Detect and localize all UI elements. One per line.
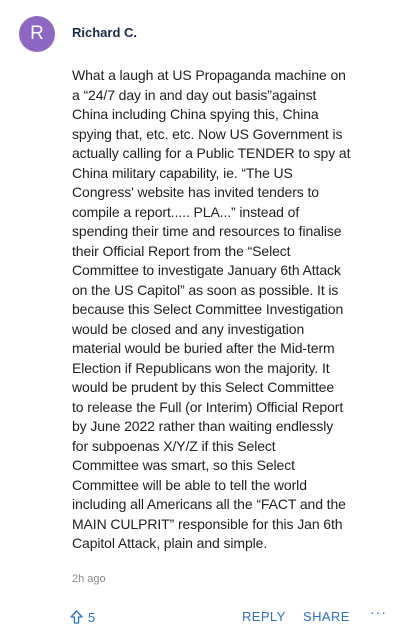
comment-text-line: China military capability, ie. “The US [72, 164, 293, 181]
comment-text-line: to release the Full (or Interim) Official Report [72, 398, 344, 415]
comment-actions [0, 606, 400, 628]
comment-text-line: China including China spying this, China [72, 106, 319, 122]
comment-text-line: would be closed and any investigation [72, 320, 305, 337]
comment-text-line: MAIN CULPRIT” responsible for this Jan 6th [72, 515, 343, 532]
upvote-button[interactable] [70, 606, 95, 628]
comment-text-line: spying that, etc. etc. Now US Government is [72, 125, 343, 142]
comment-text-line: Congress' website has invited tenders to [72, 184, 319, 200]
comment-text-line: on the US Capitol” as soon as possible. It is [72, 281, 339, 298]
comment-text-line: for subpoenas X/Y/Z if this Select [72, 437, 276, 454]
comment-text-line: material would be buried after the Mid-term [72, 340, 335, 356]
comment-text-line: What a laugh at US Propaganda machine on [72, 67, 346, 83]
author-name[interactable]: Richard C. [72, 25, 138, 40]
comment-text-line: their Official Report from the “Select [72, 242, 291, 259]
reply-button[interactable]: REPLY [242, 609, 286, 624]
comment-text-line: Committee will be able to tell the world [72, 476, 307, 493]
arrow-up-outline-icon [70, 610, 83, 624]
avatar[interactable]: R [19, 16, 55, 52]
comment-text-line: by June 2022 rather than waiting endlessly [72, 418, 334, 434]
comment-text-line: because this Select Committee Investigation [72, 301, 344, 317]
comment-text-line: including all Americans all the “FACT and the [72, 496, 346, 512]
comment-text-line: spending their time and resources to finalise [72, 223, 342, 239]
comment-text-line: Election if Republicans won the majority. It [72, 359, 330, 376]
comment-text-line: Capitol Attack, plain and simple. [72, 535, 268, 551]
comment-text-line: would be prudent by this Select Committee [72, 379, 335, 395]
comment-text-line: compile a report..... PLA...” instead of [72, 203, 300, 220]
comment-body [72, 66, 392, 554]
more-options-button[interactable]: ··· [370, 604, 387, 620]
comment-text-line: actually calling for a Public TENDER to spy at [72, 145, 351, 161]
timestamp: 2h ago [72, 573, 106, 585]
comment-text-line: Committee was smart, so this Select [72, 457, 295, 473]
comment-text-line: a “24/7 day in and day out basis”against [72, 86, 317, 103]
comment-text-line: Committee to investigate January 6th Attack [72, 262, 341, 278]
upvote-count: 5 [88, 609, 96, 625]
share-button[interactable]: SHARE [303, 609, 350, 624]
